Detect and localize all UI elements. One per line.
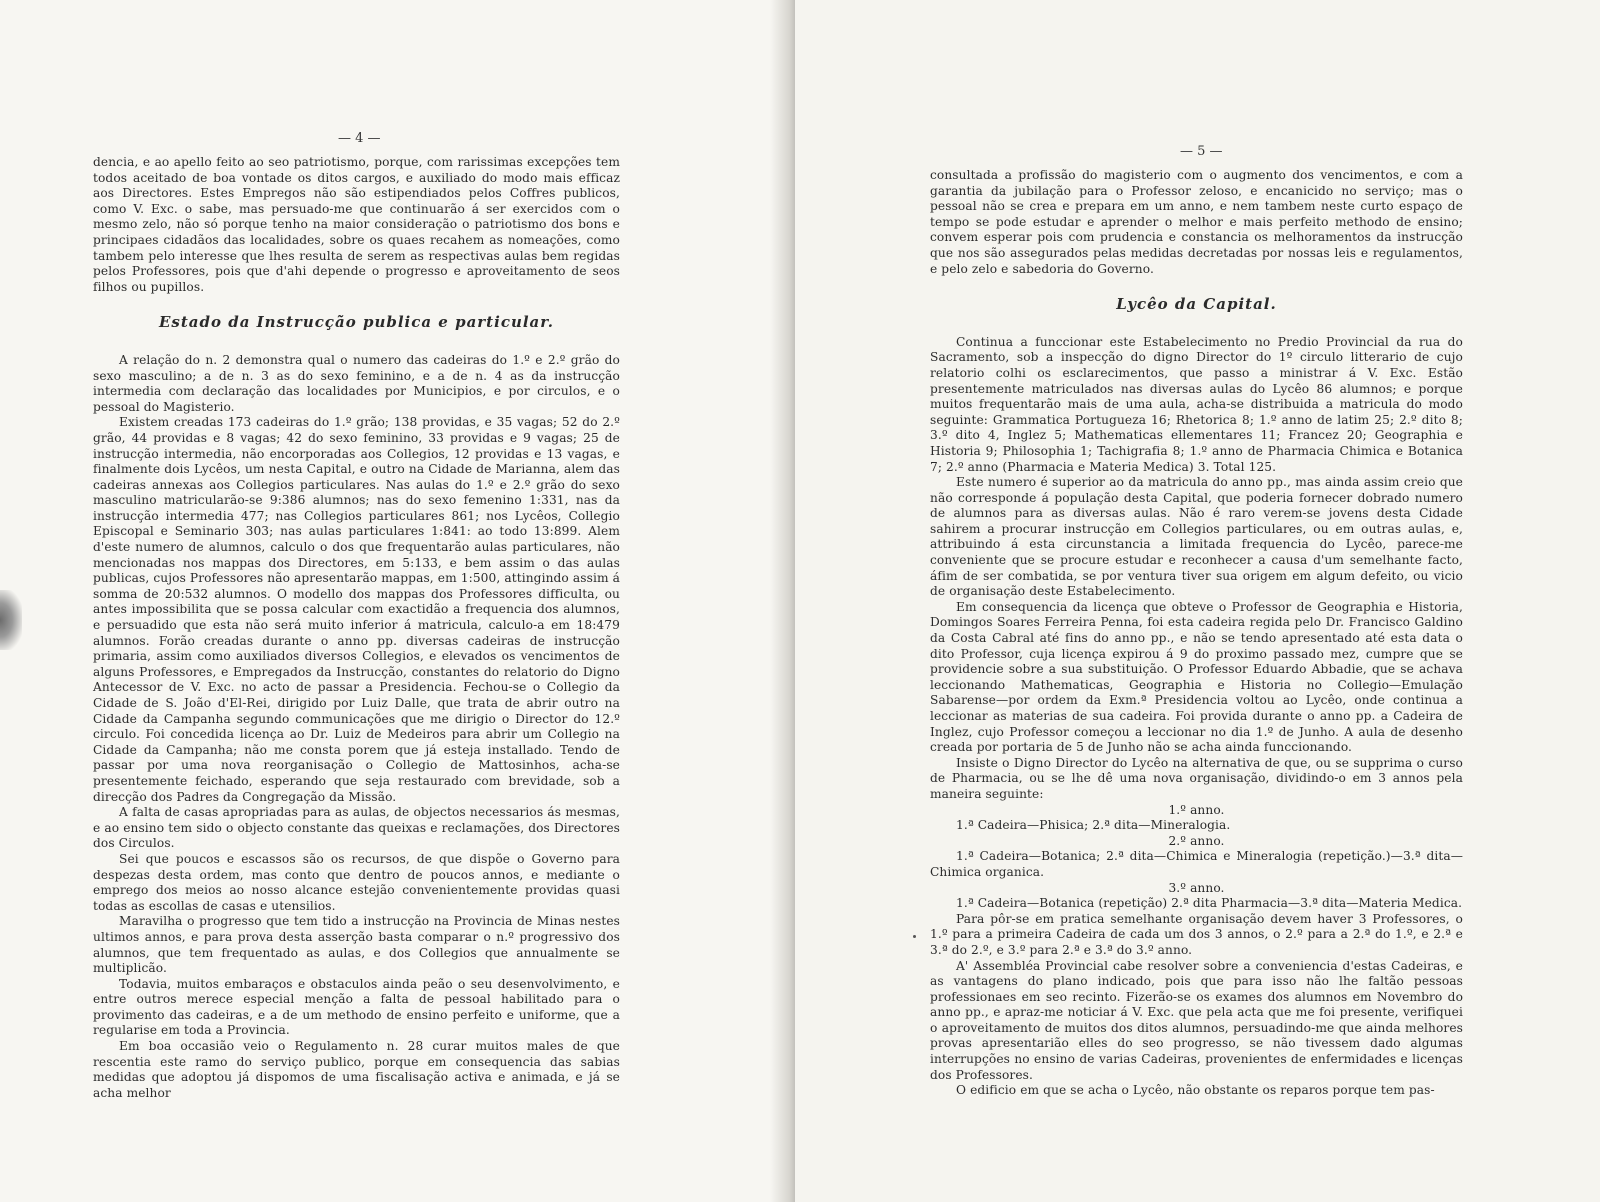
paragraph: Todavia, muitos embaraços e obstaculos ainda peão o seu desenvolvimento, e entre outros merece especial menção a falta de pessoal habilitado para o provimento das cadeiras, e a de um methodo de ensino perfeito e uniforme, que a regularise em toda a Provincia. xyxy=(93,976,620,1038)
paragraph: Para pôr-se em pratica semelhante organisação devem haver 3 Professores, o 1.º para a primeira Cadeira de cada um dos 3 annos, o 2.º para a 2.ª do 1.º, e 2.ª e 3.ª do 2.º, e 3.º para 2.ª e 3.ª do 3.º anno. xyxy=(930,911,1463,957)
paragraph: Maravilha o progresso que tem tido a instrucção na Provincia de Minas nestes ultimos annos, e para prova desta asserção basta comparar o n.º progressivo dos alumnos, que tem frequentado as aulas, e dos Collegios que annualmente se multiplicão. xyxy=(93,914,620,976)
scan-smudge xyxy=(0,590,22,650)
course-list: 1.ª Cadeira—Botanica; 2.ª dita—Chimica e Mineralogia (repetição.)—3.ª dita—Chimica organica. xyxy=(930,849,1463,879)
paragraph: Em boa occasião veio o Regulamento n. 28 curar muitos males de que rescentia este ramo do serviço publico, porque em consequencia das sabias medidas que adoptou já dispomos de uma fiscalisação activa e animada, e já se acha melhor xyxy=(93,1039,620,1100)
paragraph: Continua a funccionar este Estabelecimento no Predio Provincial da rua do Sacramento, sob a inspecção do digno Director do 1º circulo litterario de cujo relatorio colhi os esclarecimentos, que passo a ministrar á V. Exc. Estão presentemente matriculados nas diversas aulas do Lycêo 86 alumnos; e porque muitos frequentarão mais de uma aula, acha-se distribuida a matricula do modo seguinte: Grammatica Portugueza 16; Rhetorica 8; 1.º anno de latim 25; 2.º dito 8; 3.º dito 4, Inglez 5; Mathematicas ellementares 11; Francez 20; Geographia e Historia 9; Philosophia 1; Tachigrafia 8; 1.º anno de Pharmacia Chimica e Botanica 7; 2.º anno (Pharmacia e Materia Medica) 3. Total 125. xyxy=(930,334,1463,474)
left-page-text xyxy=(93,155,620,1101)
paragraph: A relação do n. 2 demonstra qual o numero das cadeiras do 1.º e 2.º grão do sexo masculino; a de n. 3 as do sexo feminino, e a de n. 4 as da instrucção intermedia com declaração das localidades por Municipios, e por circulos, e o pessoal do Magisterio. xyxy=(93,352,620,414)
page-number: — 4 — xyxy=(338,131,381,146)
right-page-text xyxy=(930,168,1463,1099)
year-title: 3.º anno. xyxy=(1168,880,1225,895)
year-title: 1.º anno. xyxy=(1168,802,1225,817)
paragraph: Insiste o Digno Director do Lycêo na alternativa de que, ou se supprima o curso de Pharmacia, ou se lhe dê uma nova organisação, dividindo-o em 3 annos pela maneira seguinte: xyxy=(930,755,1463,801)
paragraph: A' Assembléa Provincial cabe resolver sobre a conveniencia d'estas Cadeiras, e as vantagens do plano indicado, pois que para isso não lhe faltão pessoas professionaes em seo recinto. Fizerão-se os exames dos alumnos em Novembro do anno pp., e apraz-me noticiar á V. Exc. que pela acta que me foi presente, verifiquei o aproveitamento de muitos dos ditos alumnos, persuadindo-me que ainda melhores provas apresentarião elles do seo progresso, se não tivessem dado algumas interrupções no ensino de varias Cadeiras, provenientes de enfermidades e licenças dos Professores. xyxy=(930,958,1463,1082)
paragraph: dencia, e ao apello feito ao seo patriotismo, porque, com rarissimas excepções tem todos aceitado de boa vontade os ditos cargos, e auxiliado do modo mais efficaz aos Directores. Estes Empregos não são estipendiados pelos Coffres publicos, como V. Exc. o sabe, mas persuado-me que continuarão á ser exercidos com o mesmo zelo, não só porque tenho na maior consideração o patriotismo dos bons e principaes cidadãos das localidades, sobre os quaes recahem as nomeações, como tambem pelo interesse que lhes resulta de serem as respectivas aulas bem regidas pelos Professores, pois que d'ahi depende o progresso e aproveitamento de seos filhos ou pupillos. xyxy=(93,155,620,294)
paragraph: Este numero é superior ao da matricula do anno pp., mas ainda assim creio que não corresponde á população desta Capital, que poderia fornecer dobrado numero de alumnos para as diversas aulas. Não é raro verem-se jovens desta Cidade sahirem a procurar instrucção em Collegios particulares, ou em outras aulas, e, attribuindo á esta circunstancia a limitada frequencia do Lycêo, parece-me conveniente que se procure estudar e reconhecer a causa d'um semelhante facto, áfim de ser combatida, se por ventura tiver sua origem em algum defeito, ou vicio de organisação deste Estabelecimento. xyxy=(930,475,1463,599)
course-list: 1.ª Cadeira—Phisica; 2.ª dita—Mineralogia. xyxy=(956,818,1231,833)
paragraph: Sei que poucos e escassos são os recursos, de que dispõe o Governo para despezas desta ordem, mas conto que dentro de poucos annos, e mediante o emprego dos meios ao nosso alcance estejão convenientemente providas quasi todas as escollas de casas e utensilios. xyxy=(93,851,620,913)
section-heading: Lycêo da Capital. xyxy=(1116,295,1277,314)
section-heading: Estado da Instrucção publica e particular. xyxy=(158,313,555,332)
left-page xyxy=(0,0,790,1202)
paragraph: O edificio em que se acha o Lycêo, não obstante os reparos porque tem pas- xyxy=(956,1083,1435,1098)
paragraph: Existem creadas 173 cadeiras do 1.º grão; 138 providas, e 35 vagas; 52 do 2.º grão, 44 providas e 8 vagas; 42 do sexo feminino, 33 providas e 9 vagas; 25 de instrucção intermedia, não encorporadas aos Collegios, 12 providas e 13 vagas, e finalmente dois Lycêos, um nesta Capital, e outro na Cidade de Marianna, alem das cadeiras annexas aos Collegios particulares. Nas aulas do 1.º e 2.º grão do sexo masculino matricularão-se 9:386 alumnos; nas do sexo femenino 1:331, nas da instrucção intermedia 477; nas Collegios particulares 861; nos Lycêos, Collegio Episcopal e Seminario 303; nas aulas particulares 1:841: ao todo 13:899. Alem d'este numero de alumnos, calculo o dos que frequentarão aulas particulares, não mencionadas nos mappas dos Directores, em 5:133, e bem assim o das aulas publicas, cujos Professores não apresentarão mappas, em 1:500, attingindo assim á somma de 20:532 alumnos. O modello dos mappas dos Professores difficulta, ou antes impossibilita que se possa calcular com exactidão a frequencia dos alumnos, e persuadido que esta não será muito inferior á matricula, calculo-a em 18:479 alumnos. Forão creadas durante o anno pp. diversas cadeiras de instrucção primaria, assim como auxiliados diversos Collegios, e elevados os vencimentos de alguns Professores, e Empregados da Instrucção, constantes do relatorio do Digno Antecessor de V. Exc. no acto de passar a Presidencia. Fechou-se o Collegio da Cidade de S. João d'El-Rei, dirigido por Luiz Dalle, que trata de abrir outro na Cidade da Campanha segundo communicações que me dirigio o Director do 12.º circulo. Foi concedida licença ao Dr. Luiz de Medeiros para abrir um Collegio na Cidade da Campanha; não me consta porem que já esteja installado. Tendo de passar por uma nova reorganisação o Collegio de Mattosinhos, acha-se presentemente feichado, esperando que seja restaurado com brevidade, sob a direcção dos Padres da Congregação da Missão. xyxy=(93,415,620,804)
paragraph: consultada a profissão do magisterio com o augmento dos vencimentos, e com a garantia da jubilação para o Professor zeloso, e encanicido no serviço; mas o pessoal não se crea e prepara em um anno, e nem tambem neste curto espaço de tempo se pode estudar e aprender o melhor e mais perfeito methodo de ensino; convem esperar pois com prudencia e constancia os melhoramentos da instrucção que nos são assegurados pelas medidas decretadas por nossas leis e regulamentos, e pelo zelo e sabedoria do Governo. xyxy=(930,168,1463,276)
right-page xyxy=(795,0,1600,1202)
page-number: — 5 — xyxy=(1180,144,1223,159)
course-list: 1.ª Cadeira—Botanica (repetição) 2.ª dita Pharmacia—3.ª dita—Materia Medica. xyxy=(956,896,1463,911)
year-title: 2.º anno. xyxy=(1168,833,1225,848)
paragraph: Em consequencia da licença que obteve o Professor de Geographia e Historia, Domingos Soares Ferreira Penna, foi esta cadeira regida pelo Dr. Francisco Galdino da Costa Cabral até fins do anno pp., e não se tendo apresentado até esta data o dito Professor, cuja licença expirou á 9 do proximo passado mez, cumpre que se providencie sobre a sua substituição. O Professor Eduardo Abbadie, que se achava leccionando Mathematicas, Geographia e Historia no Collegio—Emulação Sabarense—por ordem da Exm.ª Presidencia voltou ao Lycêo, onde continua a leccionar as materias de sua cadeira. Foi provida durante o anno pp. a Cadeira de Inglez, cujo Professor começou a leccionar no dia 1.º de Junho. A aula de desenho creada por portaria de 5 de Junho não se acha ainda funccionando. xyxy=(930,599,1463,755)
ink-speck xyxy=(913,935,916,938)
paragraph: A falta de casas apropriadas para as aulas, de objectos necessarios ás mesmas, e ao ensino tem sido o objecto constante das queixas e reclamações, dos Directores dos Circulos. xyxy=(93,805,620,851)
